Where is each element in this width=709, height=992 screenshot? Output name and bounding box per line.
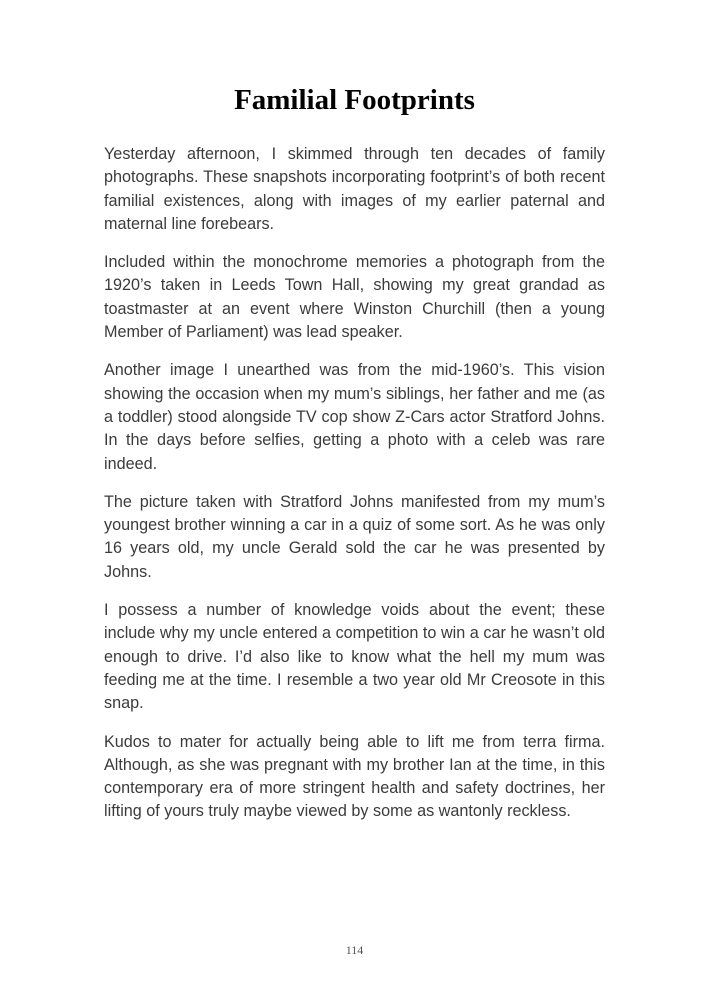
page-number: 114 <box>345 943 364 957</box>
body-text <box>104 143 605 839</box>
paragraph-1: Yesterday afternoon, I skimmed through ten decades of family photographs. These snapshots incorporating footprint’s of both recent familial existences, along with images of my earlier paternal and maternal line forebears. <box>104 145 605 233</box>
paragraph-2: Included within the monochrome memories a photograph from the 1920’s taken in Leeds Town Hall, showing my great grandad as toastmaster at an event where Winston Churchill (then a young Member of Parliament) was lead speaker. <box>104 253 605 342</box>
paragraph-4: The picture taken with Stratford Johns manifested from my mum’s youngest brother winning a car in a quiz of some sort. As he was only 16 years old, my uncle Gerald sold the car he was presented by Johns. <box>104 492 605 581</box>
paragraph-5: I possess a number of knowledge voids about the event; these include why my uncle entered a competition to win a car he wasn’t old enough to drive. I’d also like to know what the hell my mum was feeding me at the time. I resemble a two year old Mr Creosote in this snap. <box>104 601 605 713</box>
paragraph-3: Another image I unearthed was from the mid-1960’s. This vision showing the occasion when my mum’s siblings, her father and me (as a toddler) stood alongside TV cop show Z-Cars actor Stratford Johns. In the days before selfies, getting a photo with a celeb was rare indeed. <box>104 361 605 473</box>
paragraph-6: Kudos to mater for actually being able to lift me from terra firma. Although, as she was pregnant with my brother Ian at the time, in this contemporary era of more stringent health and safety doctrines, her lifting of yours truly maybe viewed by some as wantonly reckless. <box>104 732 605 821</box>
page-title: Familial Footprints <box>234 84 475 116</box>
